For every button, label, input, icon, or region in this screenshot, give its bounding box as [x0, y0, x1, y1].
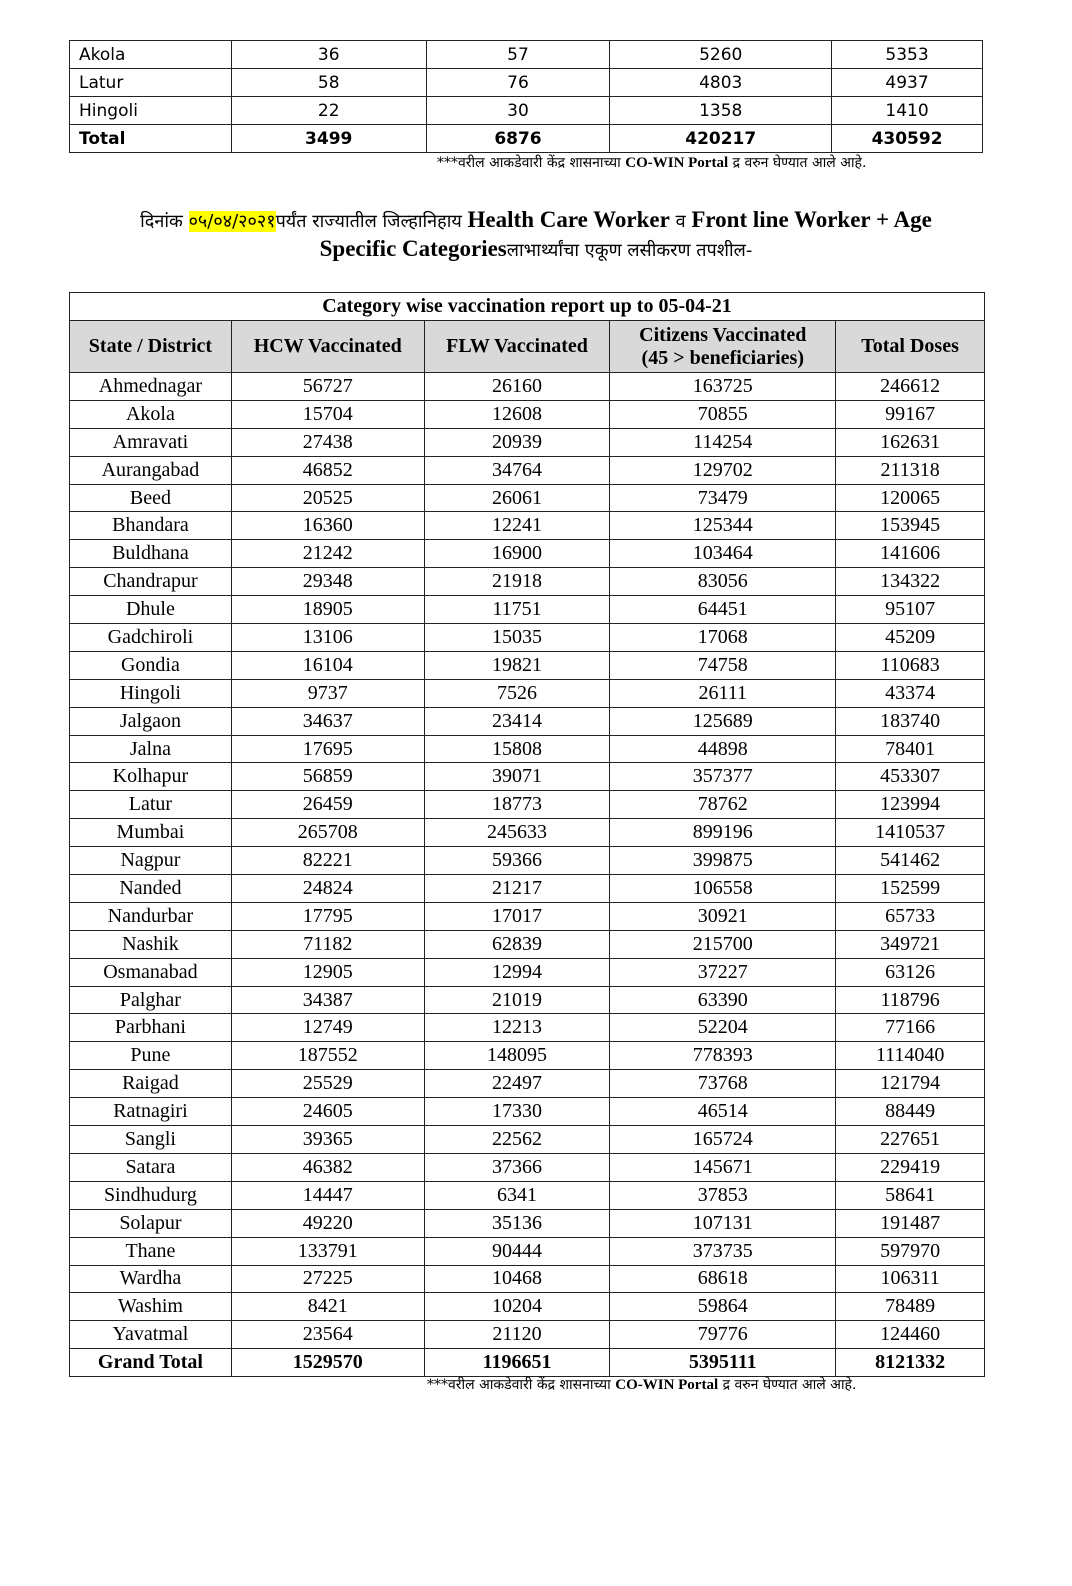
value-cell: 165724 [610, 1126, 836, 1154]
value-cell: 8121332 [836, 1349, 985, 1377]
value-cell: 15035 [424, 624, 610, 652]
table-row [70, 1265, 985, 1293]
value-cell: 26061 [424, 484, 610, 512]
district-cell: Akola [70, 400, 232, 428]
value-cell: 59366 [424, 847, 610, 875]
district-cell: Nanded [70, 875, 232, 903]
value-cell: 20939 [424, 428, 610, 456]
heading-text: पर्यंत राज्यातील जिल्हानिहाय [275, 211, 462, 232]
value-cell: 30921 [610, 902, 836, 930]
district-cell: Amravati [70, 428, 232, 456]
heading-hcw: Health Care Worker [467, 207, 670, 232]
value-cell: 16360 [231, 512, 424, 540]
value-cell: 6876 [426, 125, 610, 153]
district-cell: Thane [70, 1237, 232, 1265]
value-cell: 63390 [610, 986, 836, 1014]
district-cell: Satara [70, 1153, 232, 1181]
value-cell: 106311 [836, 1265, 985, 1293]
value-cell: 349721 [836, 930, 985, 958]
value-cell: 125689 [610, 707, 836, 735]
value-cell: 118796 [836, 986, 985, 1014]
value-cell: 79776 [610, 1321, 836, 1349]
value-cell: 211318 [836, 456, 985, 484]
value-cell: 8421 [231, 1293, 424, 1321]
value-cell: 357377 [610, 763, 836, 791]
table-row [70, 540, 985, 568]
value-cell: 9737 [231, 679, 424, 707]
district-cell: Wardha [70, 1265, 232, 1293]
table-row [70, 624, 985, 652]
table-row [70, 41, 983, 69]
value-cell: 39365 [231, 1126, 424, 1154]
report-heading-line2 [0, 236, 1072, 262]
table-row [70, 428, 985, 456]
table-row [70, 512, 985, 540]
value-cell: 64451 [610, 596, 836, 624]
note-portal: CO-WIN Portal [615, 1377, 719, 1393]
table-row [70, 735, 985, 763]
district-cell: Gadchiroli [70, 624, 232, 652]
value-cell: 57 [426, 41, 610, 69]
value-cell: 78762 [610, 791, 836, 819]
value-cell: 17017 [424, 902, 610, 930]
district-cell: Total [70, 125, 232, 153]
value-cell: 152599 [836, 875, 985, 903]
value-cell: 5353 [832, 41, 983, 69]
value-cell: 68618 [610, 1265, 836, 1293]
district-cell: Nashik [70, 930, 232, 958]
table-row [70, 1070, 985, 1098]
district-cell: Ratnagiri [70, 1098, 232, 1126]
value-cell: 34387 [231, 986, 424, 1014]
value-cell: 44898 [610, 735, 836, 763]
district-cell: Buldhana [70, 540, 232, 568]
heading-tail: लाभार्थ्यांचा एकूण लसीकरण तपशील- [506, 240, 753, 261]
value-cell: 17330 [424, 1098, 610, 1126]
district-cell: Grand Total [70, 1349, 232, 1377]
value-cell: 36 [231, 41, 426, 69]
district-cell: Parbhani [70, 1014, 232, 1042]
value-cell: 56727 [231, 373, 424, 401]
value-cell: 52204 [610, 1014, 836, 1042]
value-cell: 187552 [231, 1042, 424, 1070]
value-cell: 43374 [836, 679, 985, 707]
value-cell: 191487 [836, 1209, 985, 1237]
vaccination-report-table [69, 292, 985, 1377]
value-cell: 899196 [610, 819, 836, 847]
value-cell: 246612 [836, 373, 985, 401]
table-row [70, 1293, 985, 1321]
table-row [70, 651, 985, 679]
district-cell: Kolhapur [70, 763, 232, 791]
source-note-bottom [427, 1375, 856, 1394]
district-cell: Hingoli [70, 97, 232, 125]
table-row [70, 400, 985, 428]
table-row [70, 1237, 985, 1265]
table-row [70, 791, 985, 819]
value-cell: 5260 [610, 41, 832, 69]
table-row [70, 484, 985, 512]
value-cell: 35136 [424, 1209, 610, 1237]
district-cell: Gondia [70, 651, 232, 679]
header-flw: FLW Vaccinated [424, 321, 610, 373]
value-cell: 134322 [836, 568, 985, 596]
value-cell: 26160 [424, 373, 610, 401]
heading-date: ०५/०४/२०२१ [188, 211, 276, 232]
table-row [70, 568, 985, 596]
value-cell: 123994 [836, 791, 985, 819]
value-cell: 22497 [424, 1070, 610, 1098]
value-cell: 27225 [231, 1265, 424, 1293]
value-cell: 12994 [424, 958, 610, 986]
value-cell: 73479 [610, 484, 836, 512]
heading-flw: Front line Worker + Age [691, 207, 932, 232]
heading-date-label: दिनांक [140, 211, 183, 232]
value-cell: 46382 [231, 1153, 424, 1181]
value-cell: 121794 [836, 1070, 985, 1098]
header-total-doses: Total Doses [836, 321, 985, 373]
value-cell: 129702 [610, 456, 836, 484]
value-cell: 83056 [610, 568, 836, 596]
value-cell: 34764 [424, 456, 610, 484]
district-cell: Raigad [70, 1070, 232, 1098]
value-cell: 148095 [424, 1042, 610, 1070]
value-cell: 1196651 [424, 1349, 610, 1377]
value-cell: 19821 [424, 651, 610, 679]
value-cell: 3499 [231, 125, 426, 153]
value-cell: 125344 [610, 512, 836, 540]
value-cell: 153945 [836, 512, 985, 540]
top-table-body [70, 41, 983, 153]
table-row [70, 1126, 985, 1154]
value-cell: 26111 [610, 679, 836, 707]
value-cell: 58641 [836, 1181, 985, 1209]
district-cell: Latur [70, 69, 232, 97]
header-citizens-line2: (45 > beneficiaries) [641, 346, 804, 369]
table-row [70, 707, 985, 735]
table-row [70, 847, 985, 875]
value-cell: 10204 [424, 1293, 610, 1321]
value-cell: 77166 [836, 1014, 985, 1042]
value-cell: 20525 [231, 484, 424, 512]
value-cell: 23414 [424, 707, 610, 735]
table-row [70, 819, 985, 847]
value-cell: 4937 [832, 69, 983, 97]
district-cell: Akola [70, 41, 232, 69]
value-cell: 420217 [610, 125, 832, 153]
value-cell: 1358 [610, 97, 832, 125]
value-cell: 21918 [424, 568, 610, 596]
district-cell: Jalna [70, 735, 232, 763]
value-cell: 82221 [231, 847, 424, 875]
value-cell: 22562 [424, 1126, 610, 1154]
value-cell: 22 [231, 97, 426, 125]
value-cell: 37366 [424, 1153, 610, 1181]
district-cell: Yavatmal [70, 1321, 232, 1349]
header-citizens-line1: Citizens Vaccinated [639, 323, 807, 346]
table-row [70, 875, 985, 903]
value-cell: 29348 [231, 568, 424, 596]
header-district: State / District [70, 321, 232, 373]
value-cell: 4803 [610, 69, 832, 97]
value-cell: 45209 [836, 624, 985, 652]
value-cell: 58 [231, 69, 426, 97]
value-cell: 12241 [424, 512, 610, 540]
district-cell: Beed [70, 484, 232, 512]
value-cell: 6341 [424, 1181, 610, 1209]
value-cell: 110683 [836, 651, 985, 679]
value-cell: 124460 [836, 1321, 985, 1349]
value-cell: 63126 [836, 958, 985, 986]
table-row [70, 1098, 985, 1126]
heading-specific: Specific Categories [319, 236, 507, 261]
value-cell: 12905 [231, 958, 424, 986]
value-cell: 141606 [836, 540, 985, 568]
header-hcw: HCW Vaccinated [231, 321, 424, 373]
district-cell: Hingoli [70, 679, 232, 707]
value-cell: 26459 [231, 791, 424, 819]
value-cell: 373735 [610, 1237, 836, 1265]
value-cell: 46852 [231, 456, 424, 484]
value-cell: 70855 [610, 400, 836, 428]
district-cell: Mumbai [70, 819, 232, 847]
value-cell: 541462 [836, 847, 985, 875]
value-cell: 25529 [231, 1070, 424, 1098]
value-cell: 215700 [610, 930, 836, 958]
value-cell: 229419 [836, 1153, 985, 1181]
value-cell: 183740 [836, 707, 985, 735]
value-cell: 1114040 [836, 1042, 985, 1070]
value-cell: 597970 [836, 1237, 985, 1265]
table-row [70, 1042, 985, 1070]
note-prefix: ***वरील आकडेवारी केंद्र शासनाच्या [427, 1377, 611, 1393]
district-cell: Palghar [70, 986, 232, 1014]
value-cell: 114254 [610, 428, 836, 456]
district-cell: Sindhudurg [70, 1181, 232, 1209]
value-cell: 15704 [231, 400, 424, 428]
value-cell: 21019 [424, 986, 610, 1014]
top-summary-table [69, 40, 983, 153]
table-row [70, 958, 985, 986]
table-body [70, 373, 985, 1377]
table-row [70, 679, 985, 707]
value-cell: 30 [426, 97, 610, 125]
value-cell: 73768 [610, 1070, 836, 1098]
value-cell: 15808 [424, 735, 610, 763]
table-row [70, 1321, 985, 1349]
header-citizens [610, 321, 836, 373]
value-cell: 13106 [231, 624, 424, 652]
district-cell: Jalgaon [70, 707, 232, 735]
value-cell: 18905 [231, 596, 424, 624]
table-row [70, 373, 985, 401]
district-cell: Sangli [70, 1126, 232, 1154]
value-cell: 399875 [610, 847, 836, 875]
district-cell: Chandrapur [70, 568, 232, 596]
value-cell: 71182 [231, 930, 424, 958]
value-cell: 37853 [610, 1181, 836, 1209]
value-cell: 21217 [424, 875, 610, 903]
district-cell: Solapur [70, 1209, 232, 1237]
value-cell: 120065 [836, 484, 985, 512]
heading-va: व [675, 211, 686, 232]
note-suffix: द्र वरुन घेण्यात आले आहे. [732, 155, 867, 171]
value-cell: 10468 [424, 1265, 610, 1293]
value-cell: 78489 [836, 1293, 985, 1321]
value-cell: 27438 [231, 428, 424, 456]
value-cell: 106558 [610, 875, 836, 903]
note-suffix: द्र वरुन घेण्यात आले आहे. [722, 1377, 857, 1393]
value-cell: 7526 [424, 679, 610, 707]
value-cell: 37227 [610, 958, 836, 986]
value-cell: 56859 [231, 763, 424, 791]
value-cell: 88449 [836, 1098, 985, 1126]
total-row [70, 125, 983, 153]
district-cell: Bhandara [70, 512, 232, 540]
value-cell: 430592 [832, 125, 983, 153]
value-cell: 74758 [610, 651, 836, 679]
value-cell: 49220 [231, 1209, 424, 1237]
district-cell: Nandurbar [70, 902, 232, 930]
table-row [70, 1014, 985, 1042]
value-cell: 21120 [424, 1321, 610, 1349]
table-row [70, 986, 985, 1014]
value-cell: 162631 [836, 428, 985, 456]
value-cell: 12749 [231, 1014, 424, 1042]
value-cell: 59864 [610, 1293, 836, 1321]
value-cell: 17795 [231, 902, 424, 930]
table-row [70, 1153, 985, 1181]
value-cell: 62839 [424, 930, 610, 958]
table-row [70, 763, 985, 791]
value-cell: 39071 [424, 763, 610, 791]
value-cell: 99167 [836, 400, 985, 428]
value-cell: 23564 [231, 1321, 424, 1349]
value-cell: 1529570 [231, 1349, 424, 1377]
note-prefix: ***वरील आकडेवारी केंद्र शासनाच्या [437, 155, 621, 171]
value-cell: 16900 [424, 540, 610, 568]
value-cell: 18773 [424, 791, 610, 819]
table-row [70, 97, 983, 125]
value-cell: 778393 [610, 1042, 836, 1070]
value-cell: 17068 [610, 624, 836, 652]
value-cell: 24824 [231, 875, 424, 903]
value-cell: 46514 [610, 1098, 836, 1126]
source-note-top [437, 153, 866, 172]
value-cell: 163725 [610, 373, 836, 401]
value-cell: 76 [426, 69, 610, 97]
value-cell: 453307 [836, 763, 985, 791]
grand-total-row [70, 1349, 985, 1377]
table-row [70, 902, 985, 930]
value-cell: 265708 [231, 819, 424, 847]
table-row [70, 930, 985, 958]
district-cell: Pune [70, 1042, 232, 1070]
table-title: Category wise vaccination report up to 05-04-21 [70, 293, 985, 321]
value-cell: 17695 [231, 735, 424, 763]
district-cell: Ahmednagar [70, 373, 232, 401]
district-cell: Osmanabad [70, 958, 232, 986]
value-cell: 12608 [424, 400, 610, 428]
value-cell: 1410537 [836, 819, 985, 847]
value-cell: 65733 [836, 902, 985, 930]
value-cell: 107131 [610, 1209, 836, 1237]
value-cell: 78401 [836, 735, 985, 763]
value-cell: 95107 [836, 596, 985, 624]
table-header-row [70, 321, 985, 373]
value-cell: 227651 [836, 1126, 985, 1154]
value-cell: 103464 [610, 540, 836, 568]
table-row [70, 596, 985, 624]
value-cell: 145671 [610, 1153, 836, 1181]
table-row [70, 69, 983, 97]
district-cell: Washim [70, 1293, 232, 1321]
value-cell: 24605 [231, 1098, 424, 1126]
note-portal: CO-WIN Portal [625, 155, 729, 171]
value-cell: 245633 [424, 819, 610, 847]
value-cell: 133791 [231, 1237, 424, 1265]
value-cell: 21242 [231, 540, 424, 568]
value-cell: 12213 [424, 1014, 610, 1042]
value-cell: 14447 [231, 1181, 424, 1209]
district-cell: Aurangabad [70, 456, 232, 484]
district-cell: Nagpur [70, 847, 232, 875]
district-cell: Dhule [70, 596, 232, 624]
value-cell: 34637 [231, 707, 424, 735]
value-cell: 1410 [832, 97, 983, 125]
report-heading-line1 [0, 207, 1072, 233]
district-cell: Latur [70, 791, 232, 819]
value-cell: 5395111 [610, 1349, 836, 1377]
table-row [70, 1209, 985, 1237]
value-cell: 90444 [424, 1237, 610, 1265]
table-row [70, 456, 985, 484]
table-row [70, 1181, 985, 1209]
value-cell: 16104 [231, 651, 424, 679]
value-cell: 11751 [424, 596, 610, 624]
